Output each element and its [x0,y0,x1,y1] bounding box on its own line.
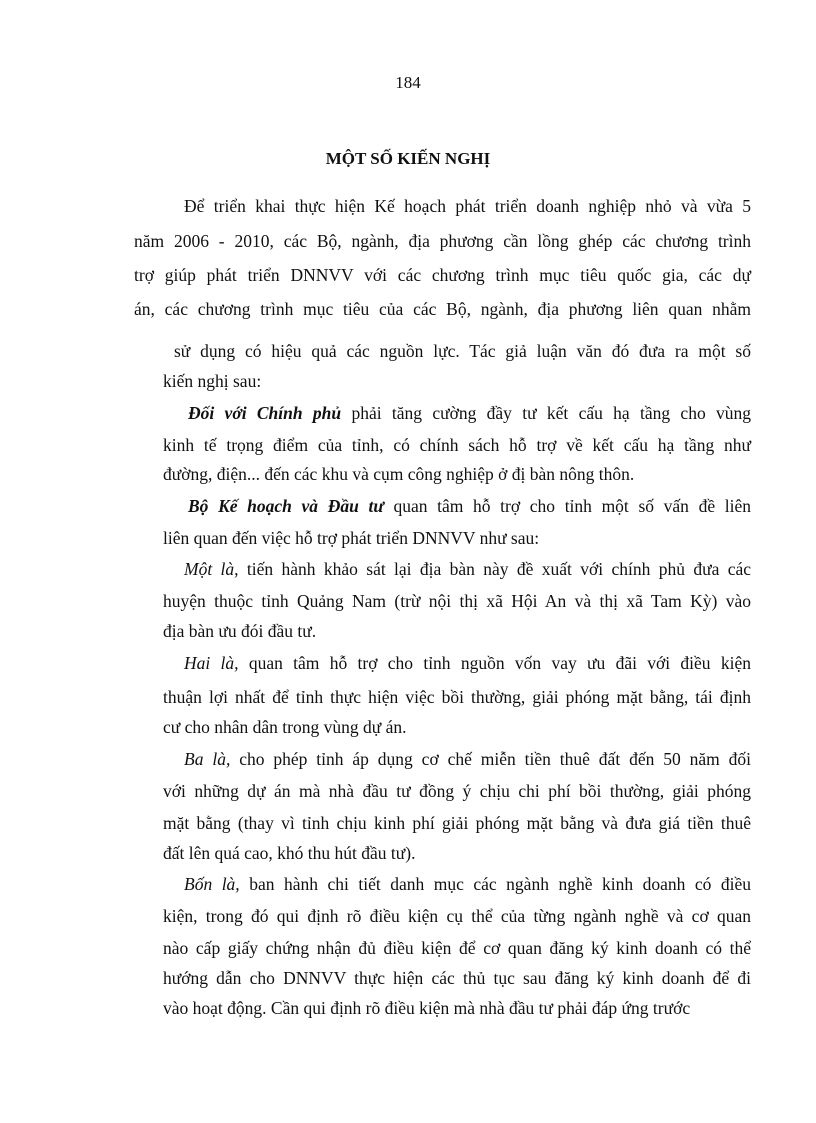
section-heading: MỘT SỐ KIẾN NGHỊ [325,149,491,168]
item-line-rest: tiến hành khảo sát lại địa bàn này đề xuất với chính phủ đưa các [238,559,751,579]
intro-line: trợ giúp phát triển DNNVV với các chương trình mục tiêu quốc gia, các dự [134,265,751,285]
intro-line: án, các chương trình mục tiêu của các Bộ, ngành, địa phương liên quan nhằm [134,299,751,319]
item-line: đất lên quá cao, khó thu hút đầu tư). [163,843,416,863]
item-line: hướng dẫn cho DNNVV thực hiện các thủ tục sau đăng ký kinh doanh để đi [163,968,751,988]
item-lead: Một là, [184,559,239,579]
item-line-rest: ban hành chi tiết danh mục các ngành nghề kinh doanh có điều [239,874,751,894]
item-line: nào cấp giấy chứng nhận đủ điều kiện để cơ quan đăng ký kinh doanh có thể [163,938,751,958]
government-line-rest: phải tăng cường đầy tư kết cấu hạ tầng cho vùng [341,403,752,423]
government-line [188,402,751,424]
item-line-rest: cho phép tỉnh áp dụng cơ chế miễn tiền thuê đất đến 50 năm đối [230,749,751,769]
item-line: địa bàn ưu đói đầu tư. [163,621,317,641]
ministry-lead: Bộ Kế hoạch và Đầu tư [188,496,384,516]
intro-line: Để triển khai thực hiện Kế hoạch phát triển doanh nghiệp nhỏ và vừa 5 [184,196,751,216]
item-lead: Hai là, [184,653,239,673]
item-line: mặt bằng (thay vì tỉnh chịu kinh phí giải phóng mặt bằng và đưa giá tiền thuê [163,813,751,833]
item-line [184,558,751,580]
intro-line: năm 2006 - 2010, các Bộ, ngành, địa phương cần lồng ghép các chương trình [134,231,751,251]
government-line: đường, điện... đến các khu và cụm công nghiệp ở đị bàn nông thôn. [163,464,635,484]
item-lead: Ba là, [184,749,231,769]
item-line: với những dự án mà nhà đầu tư đồng ý chịu chi phí bồi thường, giải phóng [163,781,751,801]
item-line [184,873,751,895]
item-line-rest: quan tâm hỗ trợ cho tỉnh nguồn vốn vay ưu đãi với điều kiện [238,653,751,673]
intro-line: kiến nghị sau: [163,371,262,391]
item-line [184,748,751,770]
item-lead: Bốn là, [184,874,240,894]
item-line: huyện thuộc tỉnh Quảng Nam (trừ nội thị xã Hội An và thị xã Tam Kỳ) vào [163,591,751,611]
government-line: kinh tế trọng điểm của tỉnh, có chính sách hỗ trợ về kết cấu hạ tầng như [163,435,751,455]
item-line: thuận lợi nhất để tỉnh thực hiện việc bồi thường, giải phóng mặt bằng, tái định [163,687,751,707]
ministry-line-rest: quan tâm hỗ trợ cho tỉnh một số vấn đề liên [383,496,751,516]
item-line: kiện, trong đó qui định rõ điều kiện cụ thể của từng ngành nghề và cơ quan [163,906,751,926]
government-lead: Đối với Chính phủ [188,403,342,423]
ministry-line [188,495,751,517]
intro-line: sử dụng có hiệu quả các nguồn lực. Tác giả luận văn đó đưa ra một số [174,341,751,361]
item-line: cư cho nhân dân trong vùng dự án. [163,717,407,737]
item-line: vào hoạt động. Cần qui định rõ điều kiện mà nhà đầu tư phải đáp ứng trước [163,998,691,1018]
ministry-line: liên quan đến việc hỗ trợ phát triển DNNVV như sau: [163,528,540,548]
page-number: 184 [395,73,421,92]
item-line [184,652,751,674]
